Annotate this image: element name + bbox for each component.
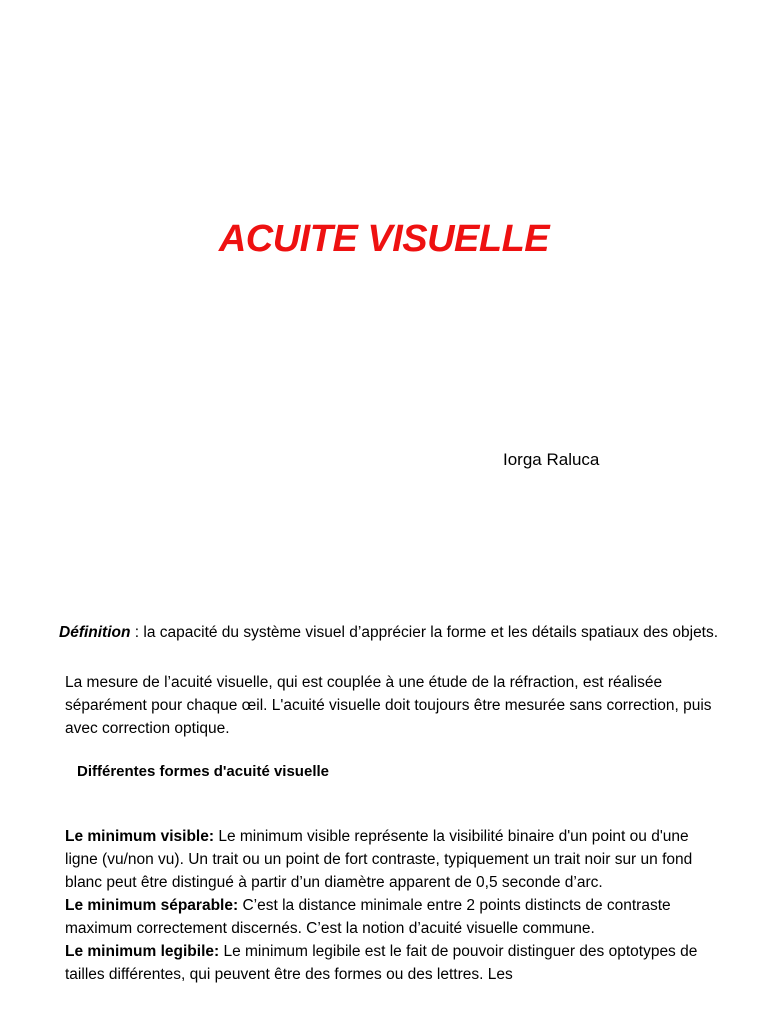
definition-separator: : (130, 624, 144, 641)
acuity-forms-paragraph (65, 825, 715, 986)
author-name: Iorga Raluca (503, 450, 600, 469)
definition-label: Définition (59, 624, 131, 641)
form-text-separable: C’est la distance minimale entre 2 points distincts de contraste maximum correctement discernés. C’est la notion d’acuité visuelle commune. (65, 897, 671, 937)
form-term-legibile: Le minimum legibile: (65, 943, 220, 960)
form-term-separable: Le minimum séparable: (65, 897, 239, 914)
form-text-visible: Le minimum visible représente la visibilité binaire d'un point ou d'une ligne (vu/non vu). Un trait ou un point de fort contraste, typiquement un trait noir sur un fond blanc peut être distingué à partir d’un diamètre apparent de 0,5 seconde d’arc. (65, 828, 693, 891)
definition-text: la capacité du système visuel d’apprécier la forme et les détails spatiaux des objets. (143, 624, 719, 641)
section-subheading: Différentes formes d'acuité visuelle (77, 763, 329, 780)
measurement-paragraph: La mesure de l’acuité visuelle, qui est couplée à une étude de la réfraction, est réalisée séparément pour chaque œil. L'acuité visuelle doit toujours être mesurée sans correction, puis avec correction optique. (65, 674, 712, 737)
definition-paragraph (59, 621, 719, 644)
document-title: ACUITE VISUELLE (218, 218, 550, 260)
form-text-legibile: Le minimum legibile est le fait de pouvoir distinguer des optotypes de tailles différentes, qui peuvent être des formes ou des lettres. Les (65, 943, 698, 983)
form-term-visible: Le minimum visible: (65, 828, 215, 845)
